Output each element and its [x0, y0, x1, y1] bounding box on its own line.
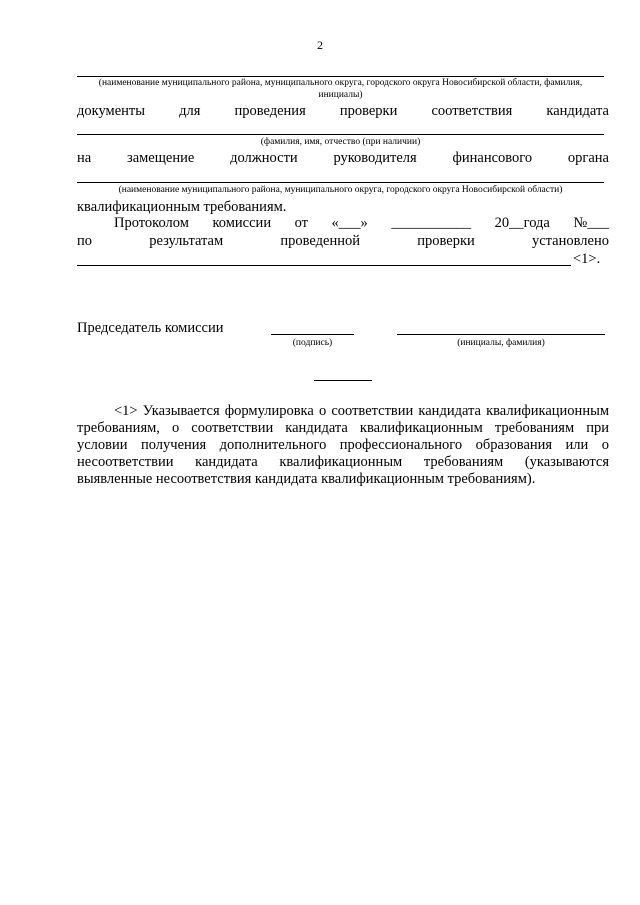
- row-results: [77, 233, 609, 250]
- footnote-ref: <1>.: [573, 251, 601, 267]
- word: проверки: [417, 233, 475, 249]
- fio-line: [77, 134, 604, 135]
- word: проверки: [339, 103, 398, 119]
- row-documents: [77, 103, 609, 120]
- caption-initials: (инициалы, фамилия): [457, 338, 545, 348]
- word: документы: [77, 103, 145, 119]
- row-position: [77, 150, 609, 167]
- word: «___»: [331, 215, 368, 231]
- requirements-line: квалификационным требованиям.: [77, 199, 287, 215]
- word: ___________: [391, 215, 472, 231]
- caption-fio: (фамилия, имя, отчество (при наличии): [260, 137, 421, 147]
- word: органа: [567, 150, 609, 166]
- word: Протоколом: [114, 215, 189, 231]
- word: финансового: [452, 150, 533, 166]
- footnote-paragraph: <1> Указывается формулировка о соответствии кандидата квалификационным требованиям, о соответствии кандидата квалификационным требованиям при условии получения дополнительного профессионального образования или о несоответствии кандидата квалификационным требованиям (указываются выявленные несоответствия кандидата квалификационным требованиям).: [77, 403, 609, 487]
- caption-municipality-1: (наименование муниципального района, муниципального округа, городского округа Новосибирской области, фамилия, инициалы): [98, 78, 583, 100]
- initials-line: [397, 334, 605, 335]
- signature-line: [271, 334, 354, 335]
- word: проведения: [234, 103, 306, 119]
- caption-signature: (подпись): [292, 338, 333, 348]
- word: на: [77, 150, 92, 166]
- word: должности: [230, 150, 298, 166]
- word: 20__года: [494, 215, 550, 231]
- word: результатам: [149, 233, 224, 249]
- word: для: [179, 103, 201, 119]
- chairman-label: Председатель комиссии: [77, 320, 224, 336]
- word: от: [294, 215, 309, 231]
- footnote-separator: [314, 380, 372, 381]
- caption-municipality-2: (наименование муниципального района, муниципального округа, городского округа Новосибирской области): [118, 185, 563, 195]
- municipality-line-2: [77, 182, 604, 183]
- word: №___: [573, 215, 609, 231]
- word: кандидата: [546, 103, 609, 119]
- word: установлено: [531, 233, 609, 249]
- page-number: 2: [317, 38, 323, 52]
- row-protocol: [114, 215, 609, 232]
- word: по: [77, 233, 93, 249]
- word: замещение: [126, 150, 195, 166]
- word: соответствия: [431, 103, 513, 119]
- word: руководителя: [333, 150, 417, 166]
- word: комиссии: [212, 215, 272, 231]
- word: проведенной: [280, 233, 360, 249]
- result-line: [77, 265, 571, 266]
